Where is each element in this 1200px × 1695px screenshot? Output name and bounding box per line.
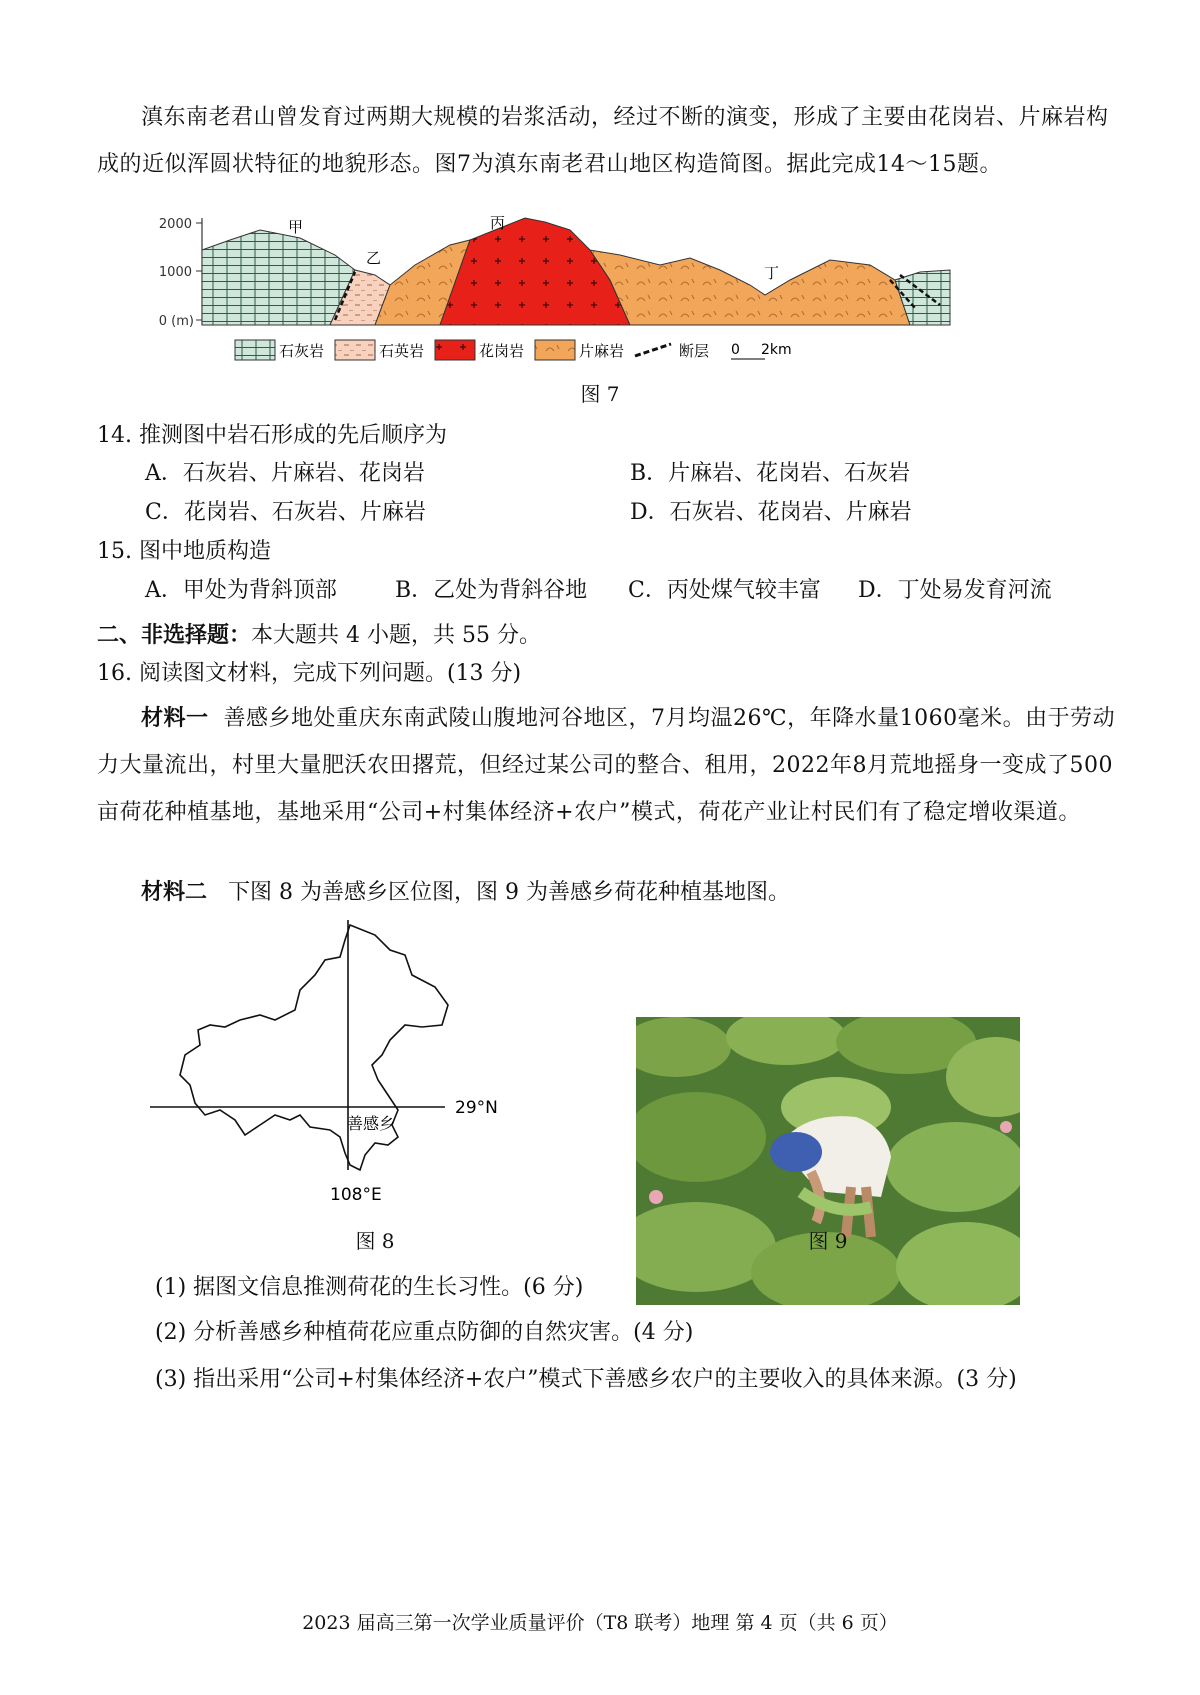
figure-7-caption: 图 7 xyxy=(580,382,620,406)
y-tick-1000: 1000 xyxy=(158,265,192,280)
legend-fault: 断层 xyxy=(679,342,710,360)
label-bing: 丙 xyxy=(490,214,506,232)
material-1-text: 善感乡地处重庆东南武陵山腹地河谷地区，7月均温26℃，年降水量1060毫米。由于劳动力大量流出，村里大量肥沃农田撂荒，但经过某公司的整合、租用，2022年8月荒地摇身一变成了500亩荷花种植基地，基地采用“公司+村集体经济+农户”模式，荷花产业让村民们有了稳定增收渠道。 xyxy=(97,706,1116,825)
legend-gneiss: 片麻岩 xyxy=(579,342,625,360)
figure-9-caption: 图 9 xyxy=(808,1229,848,1253)
figure-9-lotus-photo xyxy=(636,1017,1020,1305)
q14-option-a: A．石灰岩、片麻岩、花岗岩 xyxy=(145,461,425,486)
material-1-label: 材料一 xyxy=(141,705,209,731)
limestone-left xyxy=(202,230,355,325)
scale-label: 2km xyxy=(761,342,792,358)
granite-body xyxy=(440,218,630,325)
section-2-title: 二、非选择题： xyxy=(97,622,252,648)
chongqing-outline xyxy=(180,925,448,1170)
section-2-heading xyxy=(97,618,541,649)
q15-option-a: A．甲处为背斜顶部 xyxy=(145,578,337,603)
page-footer: 2023 届高三第一次学业质量评价（T8 联考）地理 第 4 页（共 6 页） xyxy=(302,1612,898,1634)
intro-paragraph: 滇东南老君山曾发育过两期大规模的岩浆活动，经过不断的演变，形成了主要由花岗岩、片麻岩构成的近似浑圆状特征的地貌形态。图7为滇东南老君山地区构造简图。据此完成14～15题。 xyxy=(97,105,1109,177)
material-1 xyxy=(97,695,1117,836)
q16-stem: 16. 阅读图文材料，完成下列问题。(13 分) xyxy=(97,661,522,686)
q16-sub-1: (1) 据图文信息推测荷花的生长习性。(6 分) xyxy=(155,1275,584,1300)
gneiss-right xyxy=(590,250,910,325)
q14-option-b: B．片麻岩、花岗岩、石灰岩 xyxy=(630,461,911,486)
longitude-label: 108°E xyxy=(330,1185,382,1205)
q15-option-c: C．丙处煤气较丰富 xyxy=(628,578,821,603)
material-2-text: 下图 8 为善感乡区位图，图 9 为善感乡荷花种植基地图。 xyxy=(228,880,790,905)
label-ding: 丁 xyxy=(764,264,780,282)
material-2 xyxy=(141,875,790,906)
figure-8-caption: 图 8 xyxy=(355,1229,395,1253)
legend xyxy=(235,340,792,360)
place-label: 善感乡 xyxy=(347,1114,396,1133)
figure-7-cross-section xyxy=(150,210,1050,375)
q15-option-b: B．乙处为背斜谷地 xyxy=(395,578,588,603)
label-jia: 甲 xyxy=(288,218,304,236)
scale-zero: 0 xyxy=(731,342,740,358)
legend-granite: 花岗岩 xyxy=(479,342,525,360)
label-yi: 乙 xyxy=(366,249,382,267)
y-tick-0: 0 (m) xyxy=(158,314,194,329)
figure-8-location-map xyxy=(150,915,530,1215)
q16-sub-2: (2) 分析善感乡种植荷花应重点防御的自然灾害。(4 分) xyxy=(155,1320,694,1345)
q15-stem: 15. 图中地质构造 xyxy=(97,539,271,564)
legend-limestone: 石灰岩 xyxy=(279,342,325,360)
section-2-rest: 本大题共 4 小题，共 55 分。 xyxy=(251,623,541,648)
q16-sub-3: (3) 指出采用“公司+村集体经济+农户”模式下善感乡农户的主要收入的具体来源。(3 分) xyxy=(155,1367,1017,1392)
q14-stem: 14. 推测图中岩石形成的先后顺序为 xyxy=(97,423,447,448)
material-2-label: 材料二 xyxy=(141,879,208,905)
latitude-label: 29°N xyxy=(455,1098,498,1118)
q15-option-d: D．丁处易发育河流 xyxy=(858,578,1052,603)
q14-option-d: D．石灰岩、花岗岩、片麻岩 xyxy=(630,500,912,525)
y-tick-2000: 2000 xyxy=(158,217,192,232)
q14-option-c: C．花岗岩、石灰岩、片麻岩 xyxy=(145,500,426,525)
legend-quartzite: 石英岩 xyxy=(379,342,425,360)
